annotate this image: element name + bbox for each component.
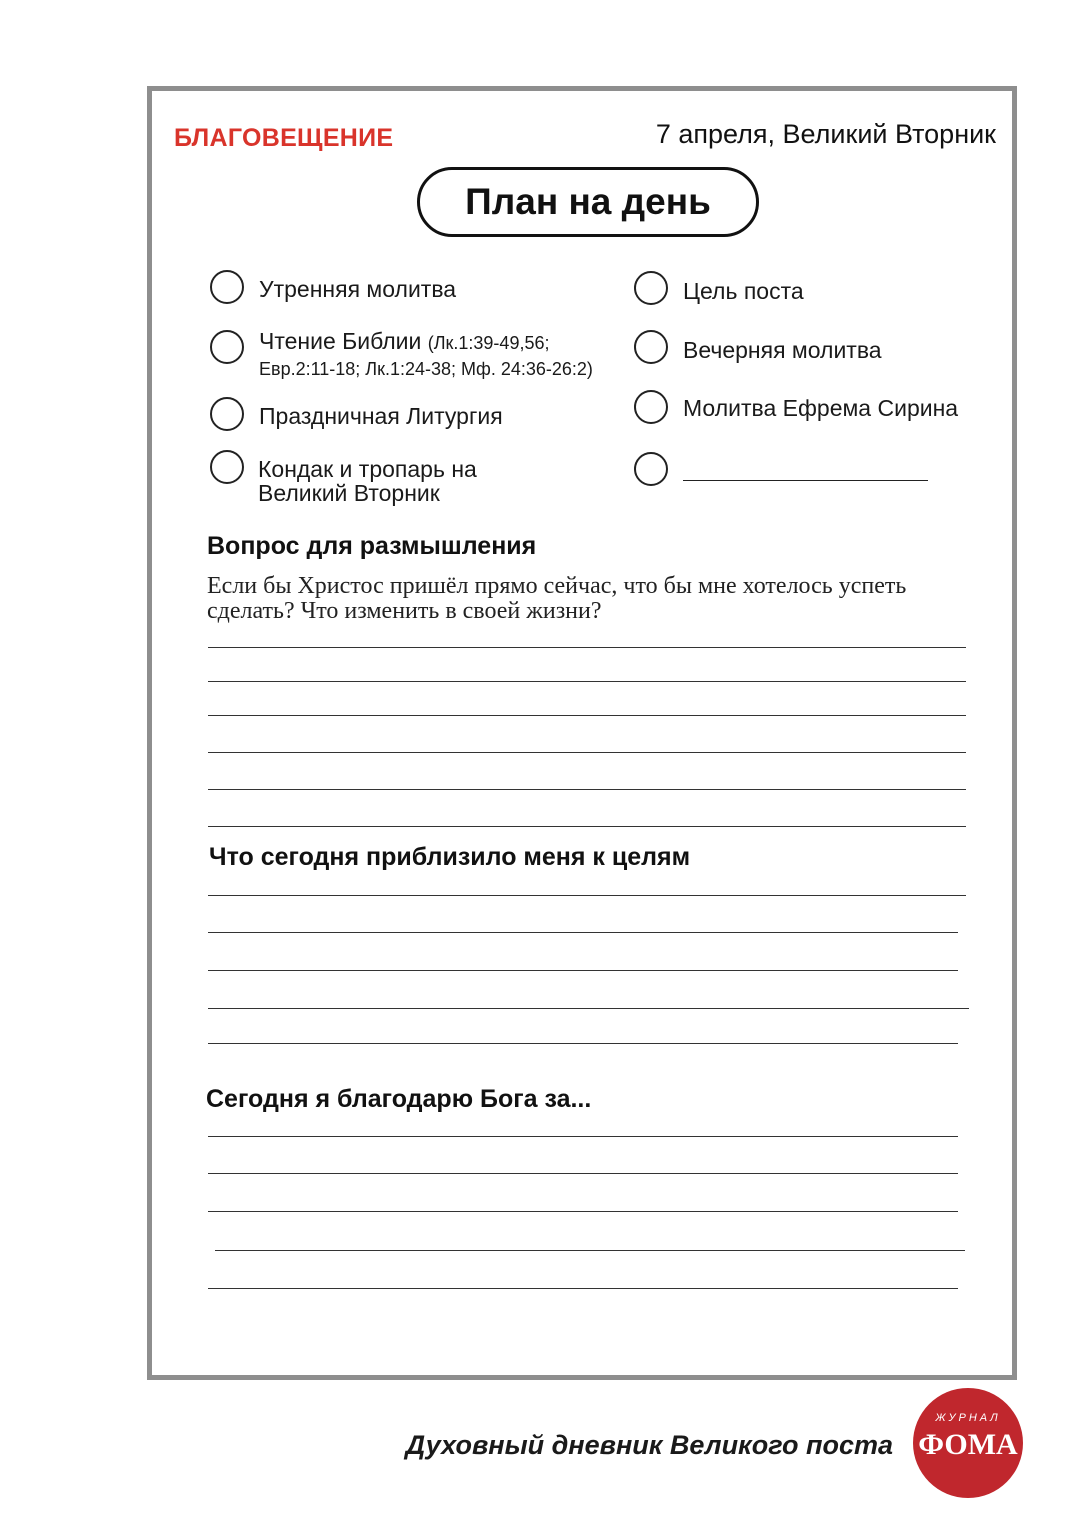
gratitude-write-line[interactable] [208,1173,958,1174]
plan-title: План на день [417,167,759,237]
gratitude-write-line[interactable] [208,1136,958,1137]
reflection-write-line[interactable] [208,681,966,682]
task-label-kontakion [258,457,477,505]
goals-write-line[interactable] [208,895,966,896]
logo-small-text: ЖУРНАЛ [935,1412,1001,1424]
goals-heading: Что сегодня приблизило меня к целям [209,843,691,871]
reflection-write-line[interactable] [208,647,966,648]
task-label-kontakion-line2: Великий Вторник [258,480,440,506]
task-label-bible-reading-main: Чтение Библии [259,328,428,354]
reflection-heading: Вопрос для размышления [207,532,537,560]
gratitude-write-line[interactable] [208,1288,958,1289]
gratitude-heading: Сегодня я благодарю Бога за... [206,1085,592,1113]
task-label-morning-prayer: Утренняя молитва [259,276,457,302]
task-label-ephrem-prayer: Молитва Ефрема Сирина [683,395,959,421]
reflection-question: Если бы Христос пришёл прямо сейчас, что бы мне хотелось успеть сделать? Что изменить в своей жизни? [207,573,907,624]
task-label-kontakion-line1: Кондак и тропарь на [258,456,477,482]
foma-logo[interactable] [913,1388,1023,1498]
goals-write-line[interactable] [208,970,958,971]
reflection-write-line[interactable] [208,752,966,753]
task-label-evening-prayer: Вечерняя молитва [683,337,882,363]
task-ref-bible-reading: (Лк.1:39-49,56; [427,333,550,353]
task-label-fasting-goal: Цель поста [683,278,804,304]
footer-title: Духовный дневник Великого поста [405,1430,893,1460]
gratitude-write-line[interactable] [208,1211,958,1212]
checkbox-custom-task[interactable] [634,452,668,486]
reflection-write-line[interactable] [208,789,966,790]
goals-write-line[interactable] [208,932,958,933]
gratitude-write-line[interactable] [215,1250,965,1251]
task-ref-bible-reading-line2: Евр.2:11-18; Лк.1:24-38; Мф. 24:36-26:2) [259,359,593,379]
checkbox-liturgy[interactable] [210,397,244,431]
custom-task-blank[interactable] [683,480,928,481]
checkbox-kontakion[interactable] [210,450,244,484]
checkbox-evening-prayer[interactable] [634,330,668,364]
checkbox-ephrem-prayer[interactable] [634,390,668,424]
logo-big-text: ФОМА [918,1428,1018,1461]
reflection-write-line[interactable] [208,826,966,827]
feast-label: БЛАГОВЕЩЕНИЕ [174,124,394,152]
task-label-liturgy: Праздничная Литургия [259,403,503,429]
date-label: 7 апреля, Великий Вторник [655,119,996,149]
checkbox-morning-prayer[interactable] [210,270,244,304]
checkbox-bible-reading[interactable] [210,330,244,364]
goals-write-line[interactable] [208,1043,958,1044]
checkbox-fasting-goal[interactable] [634,271,668,305]
reflection-write-line[interactable] [208,715,966,716]
task-label-bible-reading [259,329,593,381]
goals-write-line[interactable] [208,1008,969,1009]
